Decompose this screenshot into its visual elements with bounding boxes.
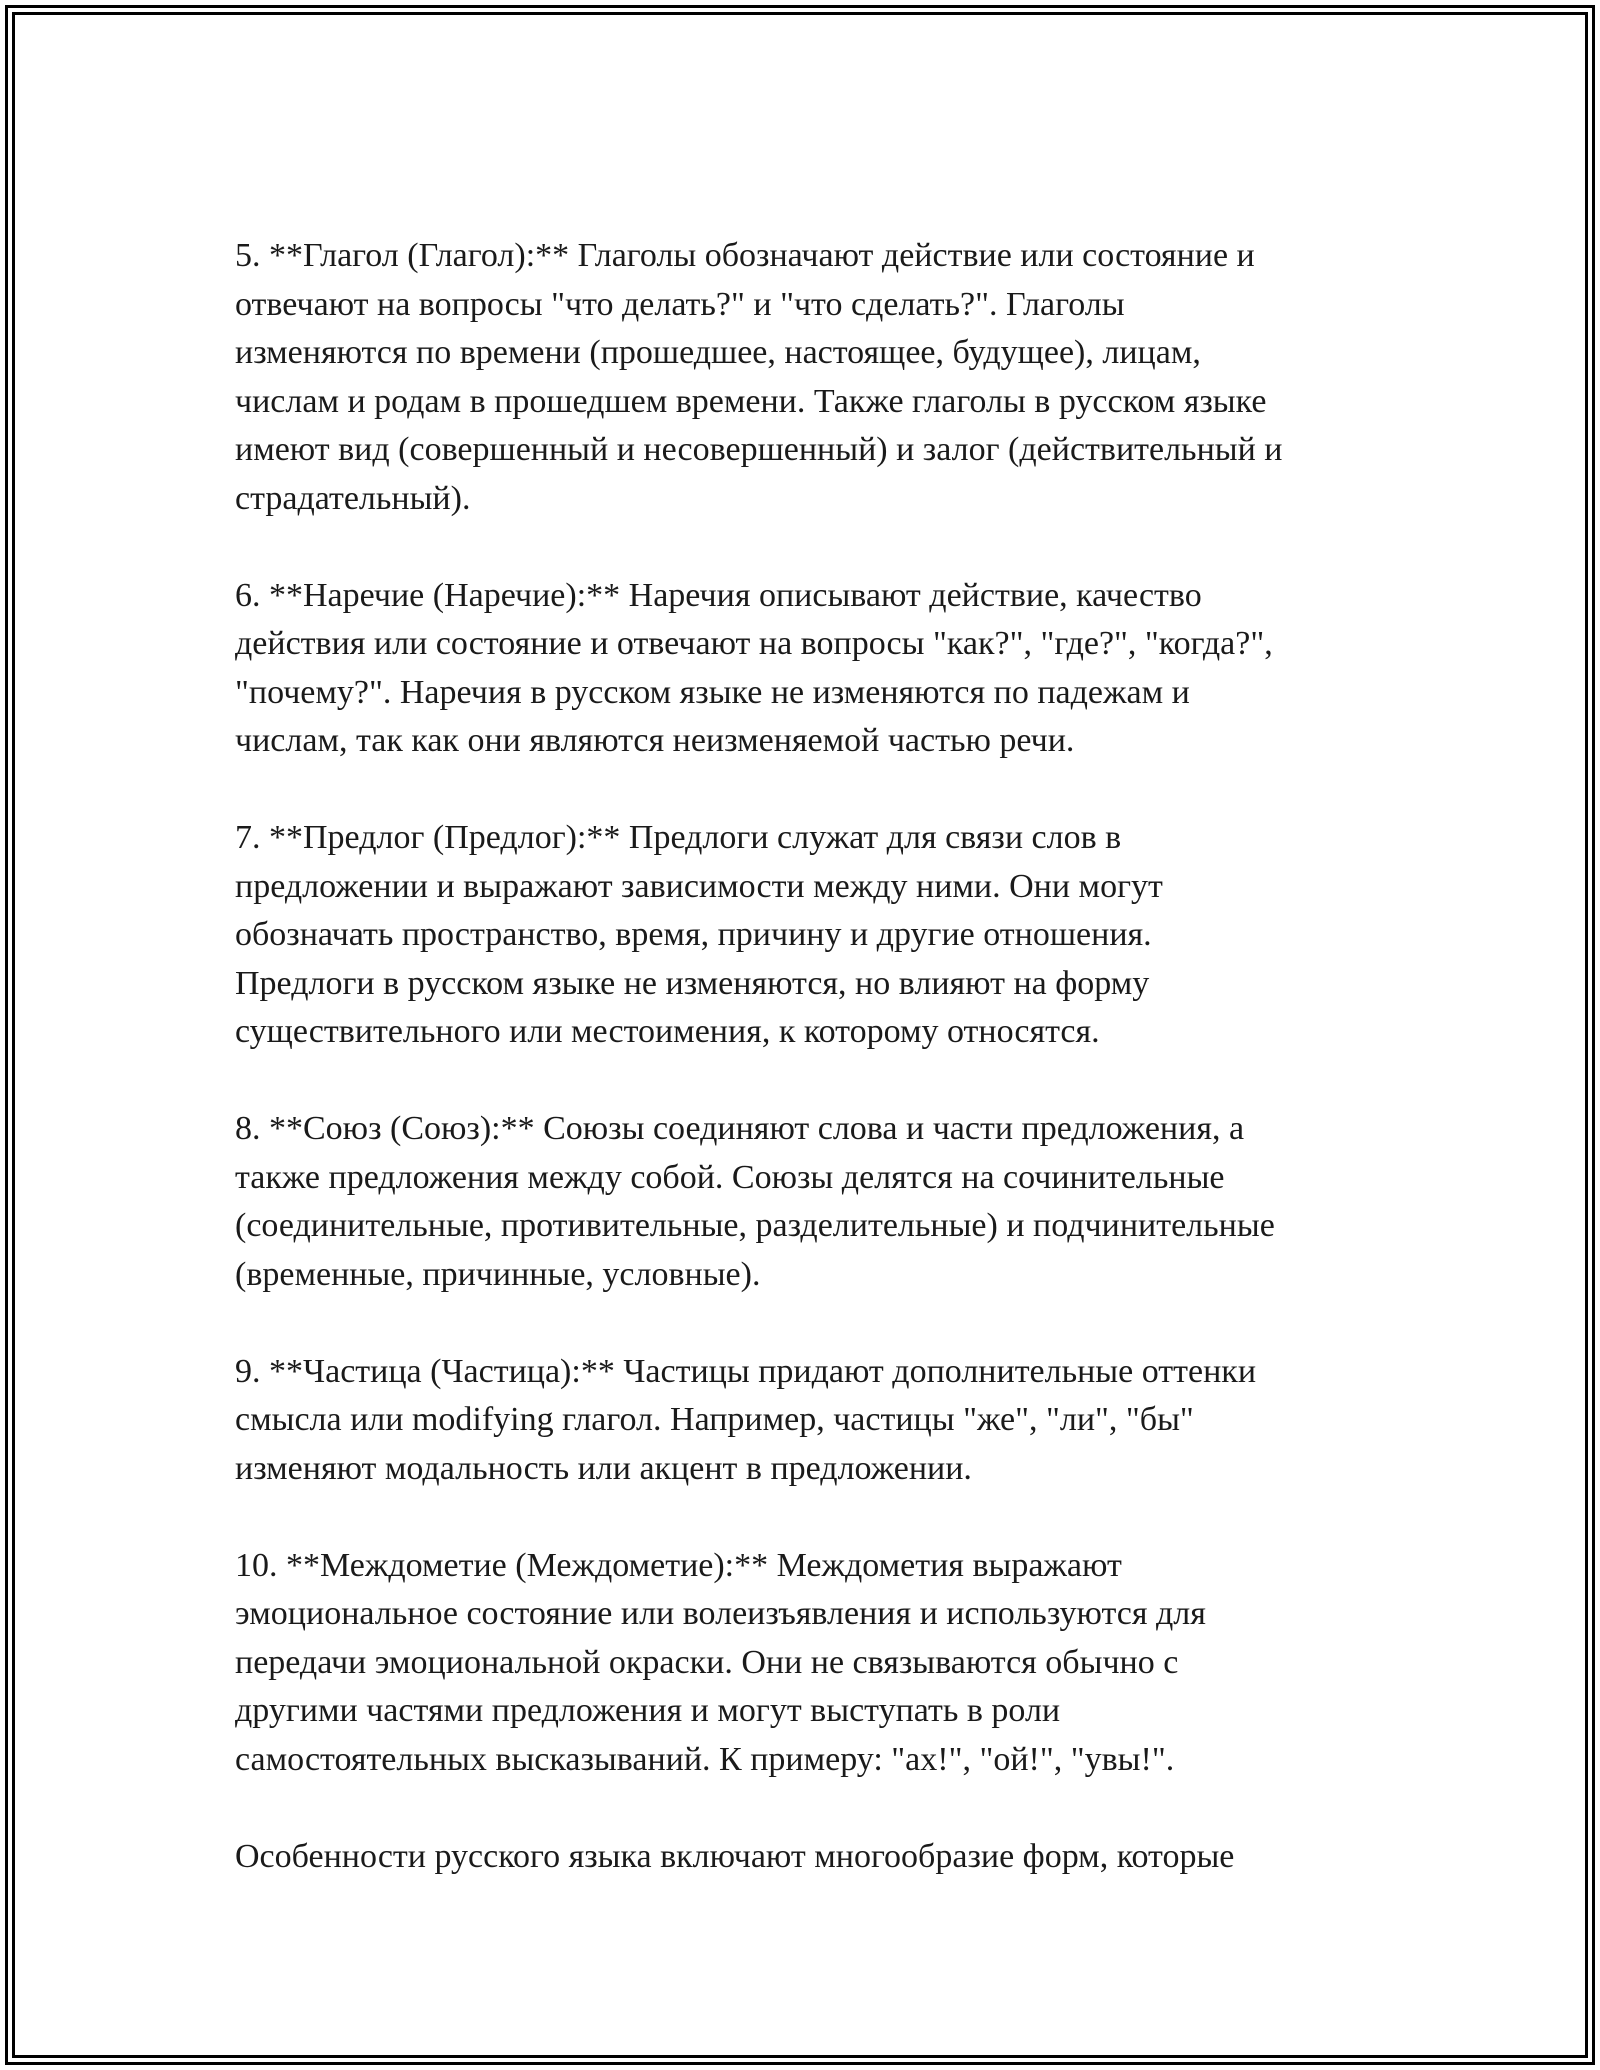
- text-line: действия или состояние и отвечают на вопросы "как?", "где?", "когда?",: [235, 625, 1273, 662]
- text-line: (временные, причинные, условные).: [235, 1255, 761, 1293]
- text-line: обозначать пространство, время, причину и другие отношения.: [235, 916, 1152, 953]
- text-line: передачи эмоциональной окраски. Они не связываются обычно с: [235, 1643, 1179, 1681]
- text-line: Особенности русского языка включают многообразие форм, которые: [235, 1837, 1235, 1875]
- paragraph-adverb: [235, 572, 1385, 766]
- text-line: имеют вид (совершенный и несовершенный) и залог (действительный и: [235, 431, 1283, 468]
- text-line: 10. **Междометие (Междометие):** Междометия выражают: [235, 1546, 1122, 1584]
- paragraph-verb: [235, 232, 1385, 523]
- paragraph-particle: [235, 1348, 1385, 1494]
- text-line: существительного или местоимения, к которому относятся.: [235, 1013, 1100, 1050]
- text-line: (соединительные, противительные, разделительные) и подчинительные: [235, 1207, 1275, 1244]
- text-line: "почему?". Наречия в русском языке не изменяются по падежам и: [235, 673, 1190, 711]
- text-line: предложении и выражают зависимости между ними. Они могут: [235, 867, 1163, 905]
- document-body: [235, 232, 1385, 1930]
- paragraph-conjunction: [235, 1105, 1385, 1299]
- text-line: 9. **Частица (Частица):** Частицы придают дополнительные оттенки: [235, 1352, 1257, 1390]
- text-line: 6. **Наречие (Наречие):** Наречия описывают действие, качество: [235, 576, 1202, 614]
- text-line: числам, так как они являются неизменяемой частью речи.: [235, 722, 1075, 759]
- text-line: 8. **Союз (Союз):** Союзы соединяют слова и части предложения, а: [235, 1110, 1245, 1147]
- text-line: Предлоги в русском языке не изменяются, но влияют на форму: [235, 964, 1150, 1002]
- text-line: смысла или modifying глагол. Например, частицы "же", "ли", "бы": [235, 1401, 1194, 1438]
- text-line: 5. **Глагол (Глагол):** Глаголы обозначают действие или состояние и: [235, 237, 1255, 274]
- paragraph-interjection: [235, 1542, 1385, 1785]
- text-line: отвечают на вопросы "что делать?" и "что сделать?". Глаголы: [235, 285, 1125, 323]
- text-line: самостоятельных высказываний. К примеру: "ах!", "ой!", "увы!".: [235, 1740, 1175, 1778]
- text-line: числам и родам в прошедшем времени. Также глаголы в русском языке: [235, 382, 1267, 420]
- text-line: также предложения между собой. Союзы делятся на сочинительные: [235, 1158, 1225, 1196]
- text-line: страдательный).: [235, 479, 471, 517]
- text-line: 7. **Предлог (Предлог):** Предлоги служат для связи слов в: [235, 819, 1122, 856]
- text-line: эмоциональное состояние или волеизъявления и используются для: [235, 1595, 1206, 1632]
- text-line: другими частями предложения и могут выступать в роли: [235, 1692, 1061, 1729]
- text-line: изменяются по времени (прошедшее, настоящее, будущее), лицам,: [235, 334, 1201, 371]
- text-line: изменяют модальность или акцент в предложении.: [235, 1449, 972, 1487]
- paragraph-preposition: [235, 814, 1385, 1057]
- paragraph-features: [235, 1833, 1385, 1882]
